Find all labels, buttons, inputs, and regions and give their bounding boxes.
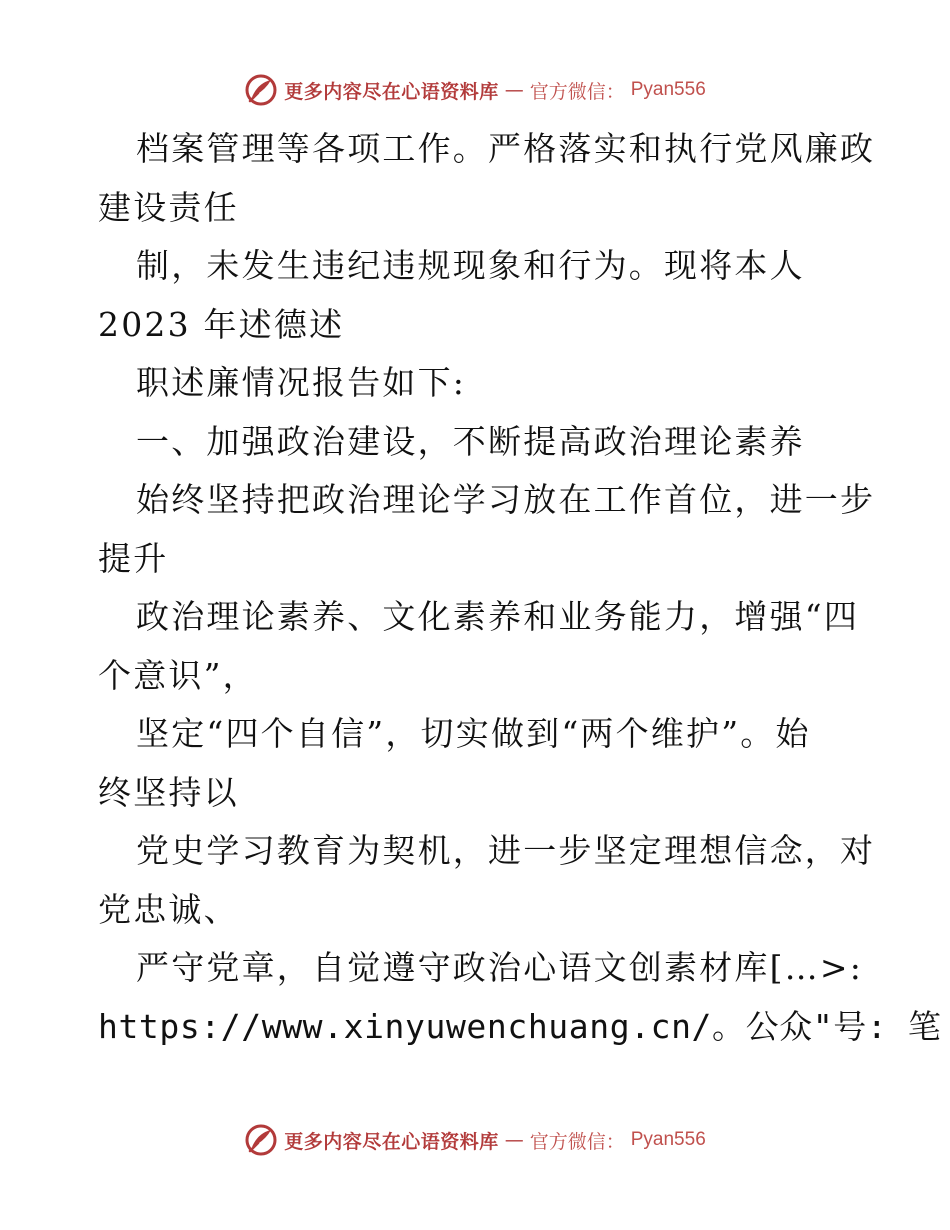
document-body — [98, 120, 942, 1056]
paragraph-line: 党忠诚、 — [98, 889, 239, 929]
banner-site-text: 更多内容尽在心语资料库 — [284, 1130, 499, 1153]
banner-wechat-id: Pyan556 — [630, 79, 706, 100]
banner-site-text: 更多内容尽在心语资料库 — [284, 80, 499, 103]
header-banner — [0, 70, 950, 110]
paragraph-line: 制，未发生违纪违规现象和行为。现将本人 — [136, 246, 805, 285]
paragraph-line: 个意识”， — [98, 655, 258, 695]
paragraph-line: 建设责任 — [98, 187, 239, 227]
red-quill-logo-icon — [244, 73, 278, 107]
paragraph-line: 严守党章，自觉遵守政治心语文创素材库[…>: — [136, 948, 864, 987]
banner-wechat-label: 官方微信： — [529, 1130, 625, 1153]
banner-separator: — — [504, 79, 524, 101]
paragraph-line: 2023 年述德述 — [98, 304, 345, 344]
paragraph-line: 终坚持以 — [98, 772, 239, 812]
url-line: https://www.xinyuwenchuang.cn/。公众"号: 笔 — [98, 1006, 942, 1046]
paragraph-line: 始终坚持把政治理论学习放在工作首位，进一步 — [136, 480, 876, 519]
paragraph-line: 提升 — [98, 538, 169, 578]
paragraph-line: 政治理论素养、文化素养和业务能力，增强“四 — [136, 597, 860, 636]
red-quill-logo-icon — [244, 1123, 278, 1157]
footer-banner — [0, 1120, 950, 1160]
section-heading: 一、加强政治建设，不断提高政治理论素养 — [136, 421, 805, 461]
paragraph-line: 党史学习教育为契机，进一步坚定理想信念，对 — [136, 831, 876, 870]
banner-wechat-id: Pyan556 — [630, 1129, 706, 1150]
paragraph-line: 职述廉情况报告如下: — [136, 363, 467, 402]
banner-separator: — — [504, 1129, 524, 1151]
banner-wechat-label: 官方微信： — [529, 80, 625, 103]
paragraph-line: 坚定“四个自信”，切实做到“两个维护”。始 — [136, 714, 811, 753]
paragraph-line: 档案管理等各项工作。严格落实和执行党风廉政 — [136, 129, 876, 168]
